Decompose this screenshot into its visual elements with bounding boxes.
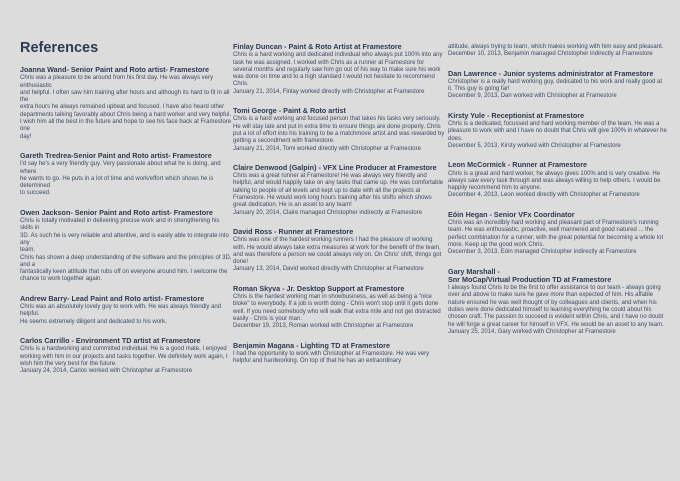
- reference-date: December 10, 2013, Benjamin managed Christopher indirectly at Framestore: [448, 51, 653, 58]
- reference-date: January 25, 2014, Gary worked with Christopher at Framestore: [448, 328, 616, 335]
- reference-text: Chris was an absolutely lovely guy to work with. He was always friendly and helpful. He seems extremely diligent and dedicated to his work.: [20, 304, 222, 325]
- reference-date: December 19, 2013, Roman worked with Christopher at Framestore: [233, 323, 414, 330]
- reference-list: [448, 44, 668, 336]
- reference-entry: [233, 342, 445, 366]
- reference-author: Finlay Duncan - Paint & Roto Artist at Framestore: [233, 42, 402, 51]
- reference-date: December 3, 2013, Eóin managed Christopher indirectly at Framestore: [448, 249, 637, 256]
- reference-author: Roman Skyva - Jr. Desktop Support at Framestore: [233, 283, 405, 293]
- reference-entry: [448, 211, 668, 257]
- reference-date: December 5, 2013, Kirsty worked with Christopher at Framestore: [448, 142, 621, 149]
- reference-entry: [20, 66, 232, 141]
- reference-entry: [20, 209, 232, 284]
- reference-entry: [233, 228, 445, 274]
- reference-text: Chris is a hardworking and committed individual. He is a good mate, I enjoyed working with him in our projects and tasks together. We definitely work again, I wish him the very best for the future.: [20, 346, 228, 367]
- column-2: [233, 43, 445, 481]
- reference-author: Claire Denwood (Galpin) - VFX Line Producer at Framestore: [233, 162, 437, 172]
- reference-list: [233, 43, 445, 365]
- reference-entry: [448, 161, 668, 199]
- column-3: [448, 44, 668, 481]
- reference-text: Chris was one of the hardest working runners I had the pleasure of working with. He would always take extra measures at work for the benefit of the team, and was therefore a person we could always rely on. On Chris' shift, things got done!: [233, 237, 442, 266]
- reference-date: January 13, 2014, David worked directly with Christopher at Framestore: [233, 266, 424, 273]
- reference-author: Tomi George - Paint & Roto artist: [233, 106, 346, 116]
- reference-author: Dan Lawrence - Junior systems administrator at Framestore: [448, 68, 654, 78]
- reference-text: Chris was a pleasure to be around from his first day. He was always very enthusiastic and helpful. I often saw him training after hours and although its hard to fit in all the extra hours he always remained upbeat and focused. I have also heard other departments talking favorably about Chris being a hard worker and very helpful. I wish him all the best in the future and hope to see his face back at Framestore one day!: [20, 75, 232, 140]
- column-1: [20, 40, 232, 481]
- reference-entry: [448, 268, 668, 337]
- page-title: References: [20, 40, 99, 56]
- reference-author: Leon McCormick - Runner at Framestore: [448, 160, 587, 170]
- reference-entry: [448, 112, 668, 150]
- reference-text: Chris was a great runner at Framestore! He was always very friendly and helpful, and would happily take on any tasks that came up. He was comfortable talking to people of all levels and kept up to date with all the projects at Framestore. He would work long hours training after his shifts which shows great dedication. He is an asset to any team!: [233, 173, 444, 209]
- reference-text: Chris is totally motivated in delivering precise work and in strengthening his skills in 3D. As such he is very reliable and attentive, and is easily able to integrate into any team. Chris has shown a deep understanding of the software and the principles of 3D, and a fantastically keen attitude that rubs off on everyone around him. I welcome the chance to work together again.: [20, 218, 232, 283]
- reference-entry: [20, 337, 232, 375]
- reference-entry: [448, 70, 668, 101]
- reference-text: attitude, always trying to learn, which makes working with him easy and pleasant.: [448, 44, 664, 50]
- reference-date: January 20, 2014, Claire managed Christopher indirectly at Framestore: [233, 209, 423, 216]
- reference-entry: [20, 295, 232, 326]
- reference-author: Joanna Wand- Senior Paint and Roto artist- Framestore: [20, 65, 210, 74]
- reference-author: Gary Marshall - Snr MoCap/Virtual Production TD at Framestore: [448, 266, 612, 284]
- reference-entry: [233, 164, 445, 217]
- reference-author: Benjamin Magana - Lighting TD at Framestore: [233, 340, 390, 350]
- reference-entry: [20, 152, 232, 198]
- reference-date: December 4, 2013, Leon worked directly with Christopher at Framestore: [448, 192, 640, 199]
- reference-list: [20, 66, 232, 375]
- reference-date: January 24, 2014, Carlos worked with Christopher at Framestore: [20, 368, 193, 375]
- reference-author: Andrew Barry- Lead Paint and Roto artist- Framestore: [20, 293, 205, 303]
- reference-date: December 9, 2013, Dan worked with Christopher at Framestore: [448, 93, 617, 100]
- reference-text: Chris is a hard working and dedicated individual who always put 100% into any task he was assigned. I worked with Chris as a runner at Framestore for several months and regularly saw him go out of his way to make sure his work was done on time and to a high standard I would not hesitate to recommend Chris.: [233, 52, 443, 88]
- reference-author: David Ross - Runner at Framestore: [233, 226, 354, 236]
- reference-author: Gareth Tredrea-Senior Paint and Roto artist- Framestore: [20, 150, 212, 160]
- reference-text: I'd say he's a very friendly guy. Very passionate about what he is doing, and where he wants to go. He puts in a lot of time and work/effort which shows he is determined to succeed.: [20, 161, 221, 197]
- reference-text: Chris is the hardest working man in showbusiness, as well as being a "nice bloke" to everybody. If a job is worth doing - Chris won't stop until it gets done well. If you need somebody who will walk that extra mile and not get distracted easily - Chris is your man.: [233, 294, 441, 322]
- reference-entry: [233, 43, 445, 96]
- reference-date: January 21, 2014, Finlay worked directly with Christopher at Framestore: [233, 88, 425, 95]
- reference-author: Kirsty Yule - Receptionist at Framestore: [448, 110, 585, 120]
- reference-entry: [448, 44, 668, 59]
- reference-text: I always found Chris to be the first to offer assistance to our team - always going over and above to make sure he gave more than expected of him. His affable nature ensured he was well thought of by colleagues and clients, and when his duties were done dedicated himself to learning everything he could about his chosen craft. The passion to succeed is evident within Chris, and I have no doubt he will forge a great career for himself in VFX. He would be an asset to any team.: [448, 285, 664, 328]
- reference-date: January 21, 2014, Tomi worked directly with Christopher at Framestore: [233, 145, 421, 152]
- reference-text: I had the opportunity to work with Christopher at Framestore. He was very helpful and hardworking. On top of that he has an extraordinary: [233, 350, 430, 365]
- reference-text: Chris is a hard working and focused person that takes his tasks very seriously. He will stay late and put in extra time to ensure things are done properly. Chris put a lot of effort into his training to be a matchmove artist and was rewarded by getting a secondment with framestore.: [233, 116, 445, 145]
- reference-author: Carlos Carrillo - Environment TD artist at Framestore: [20, 335, 201, 345]
- reference-text: Christopher is a really hard working guy, dedicated to his work and really good at it. This guy is going far!: [448, 78, 663, 93]
- reference-entry: [233, 285, 445, 331]
- reference-author: Eóin Hegan - Senior VFx Coordinator: [448, 209, 575, 219]
- reference-text: Chris was an incredibly hard working and pleasant part of Framestore's running team. He was enthusiastic, proactive, well mannered and good natured ... the perfect combination for a runner, with the great potential for becoming a whole lot more. Keep up the good work Chris.: [448, 220, 664, 248]
- reference-text: Chris is a great and hard worker, he always gives 100% and is very creative. He always saw every task through and was always willing to help others. I would be happily recommend him to anyone.: [448, 170, 661, 192]
- reference-author: Owen Jackson- Senior Paint and Roto artist- Framestore: [20, 207, 213, 217]
- reference-entry: [233, 107, 445, 153]
- reference-text: Chris is a dedicated, focussed and hard working member of the team. He was a pleasure to work with and I have no doubt that Chris will give 100% in whatever he does.: [448, 121, 667, 142]
